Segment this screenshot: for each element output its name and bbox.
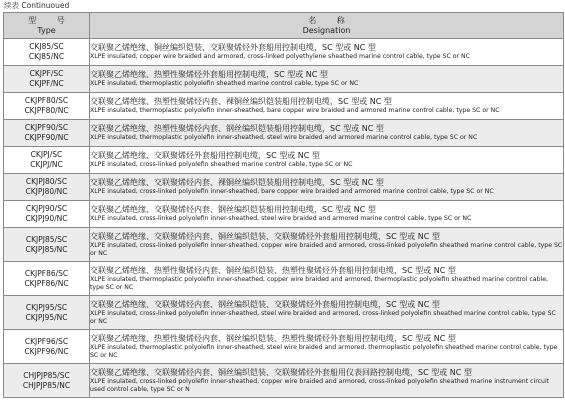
type-cell (4, 39, 90, 66)
table-row (4, 262, 564, 296)
table-row (4, 228, 564, 262)
model-code: CKJPJ80/SC (25, 177, 68, 187)
table-row (4, 330, 564, 364)
cable-spec-table (3, 12, 564, 398)
model-code: CKJPJ/SC (30, 150, 63, 160)
table-row (4, 66, 564, 93)
table-row (4, 120, 564, 147)
designation-cell (90, 147, 564, 174)
designation-zh: 交联聚乙烯绝缘、铜丝编织铠装、交联聚烯烃外套船用控制电缆，SC 型或 NC 型 (90, 43, 376, 53)
designation-cell (90, 364, 564, 398)
table-caption: 续表 Continuoued (4, 1, 70, 10)
table-row (4, 296, 564, 330)
designation-zh: 交联聚乙烯绝缘、热塑性聚烯烃内套、铜丝编织铠装、热塑性聚烯烃外套船用控制电缆，SC 型或 NC 型 (90, 265, 456, 275)
designation-cell (90, 174, 564, 201)
type-cell (4, 201, 90, 228)
designation-zh: 交联聚乙烯绝缘、热塑性聚烯烃内套、裸铜丝编织铠装船用控制电缆，SC 型或 NC 型 (90, 97, 392, 107)
designation-en: XLPE insulated, cross-linked polyolefin inner-sheathed, copper wire braided and armored, cross-linked polyolefin sheathed marine instrument circuit used control cable, type SC or N (90, 377, 550, 393)
type-cell (4, 174, 90, 201)
table-row (4, 147, 564, 174)
designation-zh: 交联聚乙烯绝缘、交联聚烯烃外套船用控制电缆，SC 型或 NC 型 (90, 151, 320, 161)
designation-en: XLPE insulated, thermoplastic polyolefin inner-sheathed, bare copper wire braided and armored marine control cable, type SC or NC (90, 107, 500, 115)
designation-en: XLPE insulated, thermoplastic polyolefin inner-sheathed, steel wire braided and armored, thermoplastic polyolefin sheathed marine control cable, type SC or NC (90, 343, 558, 359)
type-header-zh: 型 号 (28, 15, 74, 25)
designation-cell (90, 262, 564, 296)
model-code: CKJPF80/SC (24, 96, 69, 106)
type-cell (4, 93, 90, 120)
designation-en: XLPE insulated, thermoplastic polyolefin sheathed marine control cable, type SC or NC (90, 80, 359, 88)
model-code: CKJPF/NC (29, 79, 64, 88)
designation-en: XLPE insulated, cross-linked polyolefin inner-sheathed, steel wire braided and armored marine control cable, type SC or NC (90, 215, 472, 223)
model-code: CKJPF80/NC (24, 106, 69, 115)
designation-zh: 交联聚乙烯绝缘、交联聚烯烃内套、铜丝编织铠装、交联聚烯烃外套船用控制电缆，SC 型或 NC 型 (90, 231, 440, 241)
table-row (4, 93, 564, 120)
designation-header-en: Designation (302, 25, 351, 35)
model-code: CKJPJ85/SC (25, 234, 68, 244)
type-cell (4, 120, 90, 147)
type-cell (4, 66, 90, 93)
table-row (4, 174, 564, 201)
model-code: CKJPJ80/NC (25, 187, 68, 196)
model-code: CKJPJ90/NC (25, 214, 68, 223)
table-header-row (4, 13, 564, 39)
model-code: CKJPF90/NC (24, 133, 69, 142)
model-code: CKJPJ95/NC (25, 312, 68, 322)
designation-en: XLPE insulated, thermoplastic polyolefin inner-sheathed, copper wire braided and armored, thermoplastic polyolefin sheathed marine control cable, type SC or NC (90, 275, 548, 291)
model-code: CKJ85/SC (29, 42, 64, 52)
model-code: CKJPJ/NC (30, 160, 63, 169)
type-cell (4, 364, 90, 398)
type-column-header (4, 13, 90, 39)
model-code: CHJPJP85/NC (22, 380, 71, 390)
model-code: CKJPF86/SC (24, 268, 69, 278)
designation-cell (90, 120, 564, 147)
designation-zh: 交联聚乙烯绝缘、热塑性聚烯烃内套、钢丝编织铠装、热塑性聚烯烃外套船用控制电缆，SC 型或 NC 型 (90, 333, 456, 343)
model-code: CKJPJ90/SC (25, 204, 68, 214)
type-cell (4, 262, 90, 296)
designation-zh: 交联聚乙烯绝缘、热塑性聚烯烃内套、钢丝编织铠装船用控制电缆，SC 型或 NC 型 (90, 124, 384, 134)
designation-en: XLPE insulated, cross-linked polyolefin inner-sheathed, copper wire braided and armored, cross-linked polyolefin sheathed marine control cable, type SC or NC (90, 241, 563, 257)
designation-cell (90, 39, 564, 66)
designation-zh: 交联聚乙烯绝缘、热塑性聚烯烃外套船用控制电缆，SC 型或 NC 型 (90, 70, 328, 80)
designation-zh: 交联聚乙烯绝缘、交联聚烯烃内套、裸铜丝编织铠装船用控制电缆，SC 型或 NC 型 (90, 178, 384, 188)
type-cell (4, 147, 90, 174)
designation-cell (90, 201, 564, 228)
designation-cell (90, 66, 564, 93)
type-header-en: Type (37, 25, 56, 35)
model-code: CHJPJP85/SC (23, 370, 70, 380)
model-code: CKJ85/NC (28, 52, 65, 61)
designation-zh: 交联聚乙烯绝缘、交联聚烯烃内套、钢丝编织铠装船用控制电缆，SC 型或 NC 型 (90, 205, 376, 215)
model-code: CKJPJ85/NC (25, 244, 68, 254)
designation-column-header (90, 13, 564, 39)
designation-en: XLPE insulated, thermoplastic polyolefin inner-sheathed, steel wire braided and armored marine control cable, type SC or NC (90, 134, 478, 142)
designation-en: XLPE insulated, cross-linked polyolefin sheathed marine control cable, type SC or NC (90, 161, 353, 169)
type-cell (4, 228, 90, 262)
designation-zh: 交联聚乙烯绝缘、交联聚烯烃内套、铜丝编织铠装、交联聚烯烃外套船用仪表回路控制电缆，SC 型或 NC 型 (90, 367, 472, 377)
type-cell (4, 330, 90, 364)
type-cell (4, 296, 90, 330)
table-row (4, 364, 564, 398)
designation-cell (90, 93, 564, 120)
designation-cell (90, 296, 564, 330)
model-code: CKJPF96/SC (24, 336, 69, 346)
designation-zh: 交联聚乙烯绝缘、交联聚烯烃内套、钢丝编织铠装、交联聚烯烃外套船用控制电缆，SC 型或 NC 型 (90, 299, 440, 309)
designation-en: XLPE insulated, cross-linked polyolefin inner-sheathed, bare copper wire braided and armored marine control cable, type SC or NC (90, 188, 494, 196)
designation-header-zh: 名 称 (308, 15, 354, 25)
designation-en: XLPE insulated, cross-linked polyolefin inner-sheathed, steel wire braided and armored, cross-linked polyolefin sheathed marine control cable, type SC or NC (90, 309, 556, 325)
model-code: CKJPF/SC (29, 69, 64, 79)
designation-cell (90, 330, 564, 364)
model-code: CKJPJ95/SC (25, 302, 68, 312)
model-code: CKJPF90/SC (24, 123, 69, 133)
model-code: CKJPF86/NC (24, 278, 69, 288)
table-row (4, 39, 564, 66)
table-row (4, 201, 564, 228)
designation-cell (90, 228, 564, 262)
model-code: CKJPF96/NC (24, 346, 69, 356)
designation-en: XLPE insulated, copper wire braided and armored, cross-linked polyethylene sheathed marine control cable, type SC or NC (90, 53, 470, 61)
